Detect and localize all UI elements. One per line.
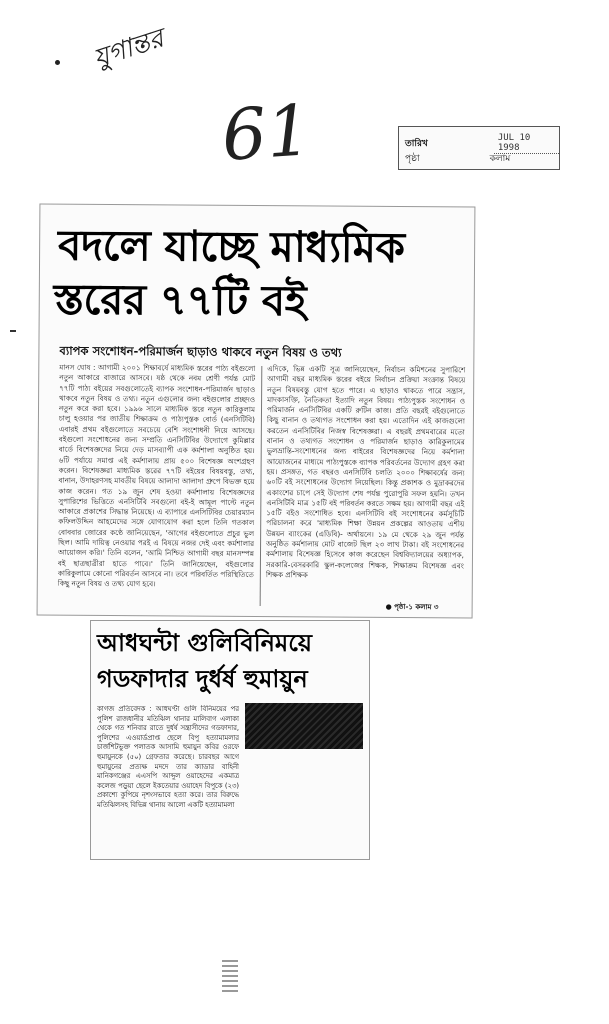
scan-mark-left xyxy=(10,330,16,332)
handwritten-newspaper-name: যুগান্তর xyxy=(89,23,168,75)
date-label: তারিখ xyxy=(405,139,428,149)
date-value: JUL 10 1998 xyxy=(494,133,559,154)
ink-dot xyxy=(55,60,60,65)
article-clipping-main xyxy=(37,203,476,618)
article-column-right: এদিকে, ভিন্ন একটি সূত্র জানিয়েছেন, নির্বাচন কমিশনের সুপারিশে আগামী বছর মাধ্যমিক স্তরের বইয়ে নির্বাচন প্রক্রিয়া সংক্রান্ত বিষয়ে নতুন বিষয়বস্তু যোগ হতে পারে। এ ছাড়াও থাকতে পারে সন্ত্রাস, মাদকাসক্তি, নৈতিকতা ইত্যাদি নতুন বিষয়। পাঠ্যপুস্তক সংশোধন ও পরিমার্জন এনসিটিবির একটি রুটিন কাজ। প্রতি বছরই বইগুলোতে কিছু বানান ও তথ্যগত সংশোধন করা হয়। এতোদিন এই কাজগুলো করতেন এনসিটিবির নিজস্ব বিশেষজ্ঞরা। এ বছরই প্রথমবারের মতো বানান ও তথ্যগত সংশোধন ও পরিমার্জন ছাড়াও কারিকুলামের ভুলভ্রান্তি-সংশোধনের জন্য বাইরের বিশেষজ্ঞদের নিয়ে কর্মশালা আয়োজনের মাধ্যমে পাঠ্যপুস্তকে ব্যাপক পরিবর্তনের উদ্যোগ গ্রহণ করা হয়। প্রসঙ্গত, গত বছরও এনসিটিবি চলতি ২০০০ শিক্ষাবর্ষের জন্য ৬০টি বই সংশোধনের উদ্যোগ নিয়েছিল। কিন্তু প্রকাশক ও মুদ্রাকরদের একাংশের চাপে সেই উদ্যোগ শেষ পর্যন্ত পুরোপুরি সফল হয়নি। তখন এনসিটিবি মাত্র ১৫টি বই পরিবর্তন করতে সক্ষম হয়। আগামী বছর এই ১৫টি বইও সংশোধিত হবে। এনসিটিবি বই সংশোধনের কর্মসূচিটি পরিচালনা করে 'মাধ্যমিক শিক্ষা উন্নয়ন প্রকল্পের আওতায় এশীয় উন্নয়ন ব্যাংকের (এডিবি)- অর্থায়নে। ১৯ মে থেকে ২৯ জুন পর্যন্ত অনুষ্ঠিত কর্মশালায় মোট বাজেট ছিল ২৩ লাখ টাকা। বই সংশোধনের কর্মশালায় বিশেষজ্ঞ হিসেবে কাজ করেছেন বিশ্ববিদ্যালয়ের অধ্যাপক, সরকারি-বেসরকারি স্কুল-কলেজের শিক্ষক, শিক্ষাক্রম বিশেষজ্ঞ এবং শিক্ষক প্রশিক্ষক xyxy=(265,364,466,580)
article-column-left: মানস ঘোষ : আগামী ২০০১ শিক্ষাবর্ষে মাধ্যমিক স্তরের পাঠ্য বইগুলো নতুন আকারে বাজারে আসবে। ষষ্ঠ থেকে নবম শ্রেণী পর্যন্ত মোট ৭৭টি পাঠ্য বইয়ের সবগুলোতেই ব্যাপক সংশোধন-পরিমার্জন ছাড়াও থাকবে নতুন বিষয় ও তথ্য। নতুন এগুলোর জন্য বইগুলোর প্রচ্ছদও নতুন করে করা হবে। ১৯৯৬ সালে মাধ্যমিক স্তরে নতুন কারিকুলাম চালু হওয়ার পর জাতীয় শিক্ষাক্রম ও পাঠ্যপুস্তক বোর্ড (এনসিটিবি) এবারই প্রথম বইগুলোতে সবচেয়ে বেশি সংশোধনী নিয়ে আসছে। বইগুলো সংশোধনের জন্য সম্প্রতি এনসিটিবির উদ্যোগে কুমিল্লার বার্ডে বিশেষজ্ঞদের নিয়ে দেড় মাসব্যাপী এক কর্মশালা অনুষ্ঠিত হয়। ৬টি পর্যায়ে সমাপ্ত এই কর্মশালায় প্রায় ৫০০ বিশেষজ্ঞ অংশগ্রহণ করেন। বিশেষজ্ঞরা মাধ্যমিক স্তরের ৭৭টি বইয়ের বিষয়বস্তু, তথ্য, বানান, উদাহরণসহ মাবতীয় বিষয়ে আলাদা আলাদা গ্রুপে বিভক্ত হয়ে কাজ করেন। গত ১৯ জুন শেষ হওয়া কর্মশালায় বিশেষজ্ঞদের সুপারিশের ভিত্তিতে এনসিটিবি সবগুলো বই-ই আমূল পাল্টে নতুন আকারে প্রকাশের সিদ্ধান্ত নিয়েছে। এ ব্যাপারে এনসিটিবির চেয়ারম্যান কফিলউদ্দিন আহমেদের সঙ্গে যোগাযোগ করা হলে তিনি গতকাল বোববার জোরের কণ্ঠে জানিয়েছেন, 'আগের বইগুলোতে প্রচুর ভুল ছিল। আমি দায়িত্ব নেওয়ার পরই এ বিষয়ে নজর দেই এবং কর্মশালার আয়োজন করি।' তিনি বলেন, 'আমি নিশ্চিত আগামী বছর মানসম্পন্ন বই ছাত্রছাত্রীরা হাতে পাবে।' তিনি জানিয়েছেন, বইগুলোর কারিকুলামে কোনো পরিবর্তন আসবে না। তবে পরিবর্তিত পরিস্থিতিতে কিছু নতুন বিষয় ও তথ্য যোগ হবে। xyxy=(57,362,256,589)
article2-headline-line2: গডফাদার দুর্ধর্ষ হুমায়ুন xyxy=(97,665,308,693)
column-divider xyxy=(260,366,263,606)
article2-headline-line1: আধঘন্টা গুলিবিনিময়ে xyxy=(97,629,313,657)
article-subheadline: ব্যাপক সংশোধন-পরিমার্জন ছাড়াও থাকবে নতুন বিষয় ও তথ্য xyxy=(59,343,342,360)
news-photo xyxy=(245,703,363,749)
article-credit: ● পৃষ্ঠা-১ কলাম ৩ xyxy=(385,602,439,612)
handwritten-page-number: 61 xyxy=(219,88,314,178)
column-label: কলাম xyxy=(489,154,511,164)
article-clipping-second xyxy=(90,620,370,860)
article-headline-line2: স্তরের ৭৭টি বই xyxy=(53,274,307,326)
scan-mark-bottom xyxy=(222,960,238,992)
page-label: পৃষ্ঠা xyxy=(405,154,420,164)
article2-body: কাগজ প্রতিবেদক : আধঘণ্টা গুলি বিনিময়ের পর পুলিশ রাজধানীর মতিঝিল থানার মালিবাগ এলাকা থেকে গত শনিবার রাতে দুর্ধর্ষ সন্ত্রাসীদের গডফাদার, পুলিশের এওয়ার্ডপ্রাপ্ত ছেলে বিপু হত্যামামলার চার্জশিটভুক্ত পলাতক আসামি হুমায়ুন কবির ওরফে হুমায়ুনকে (৫০) গ্রেফতার করেছে। চারবছর আগে হুমায়ুনের প্রত্যক্ষ মদদে তার ক্যাডার বাহিনী মানিকগঞ্জের এএসপি আব্দুল ওয়াহেদের একমাত্র কলেজ পড়ুয়া ছেলে ইকতেয়ার ওয়াহেদ বিপুকে (২৩) প্রকাশ্যে কুপিয়ে নৃশংসভাবে হত্যা করে। তার বিরুদ্ধে মতিঝিলসহ বিভিন্ন থানায় আলো একটি হত্যামামলা xyxy=(97,705,239,809)
date-stamp xyxy=(398,126,560,170)
article-headline-line1: বদলে যাচ্ছে মাধ্যমিক xyxy=(57,220,405,273)
